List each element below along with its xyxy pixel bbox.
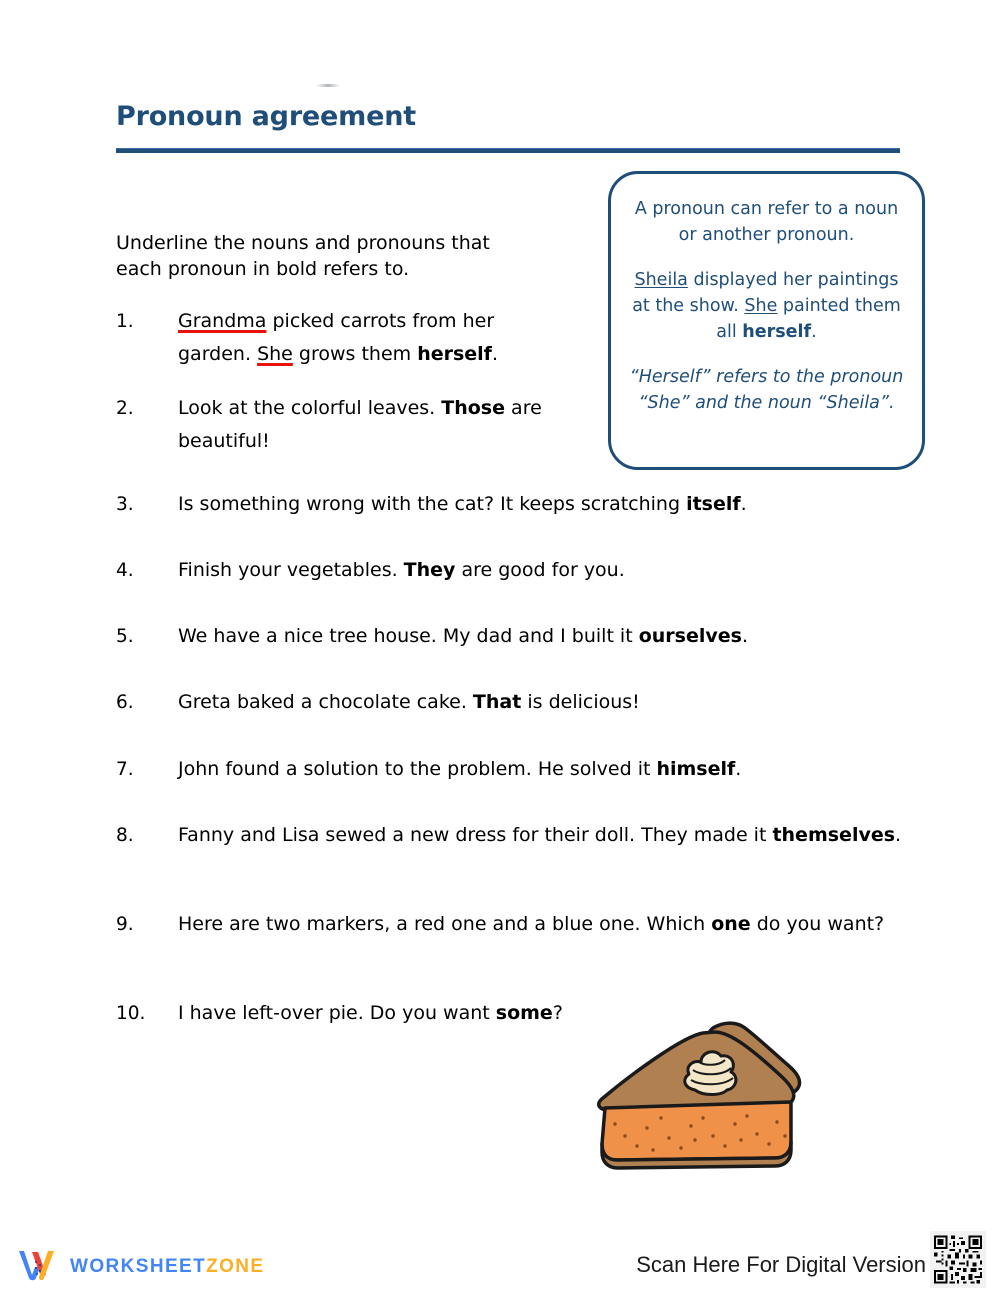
question-text-segment: We have a nice tree house. My dad and I built it xyxy=(178,625,639,647)
bold-pronoun: Those xyxy=(441,397,506,419)
pronoun-tip-callout xyxy=(608,171,925,470)
question-number: 4. xyxy=(116,560,134,581)
question-text-segment: . xyxy=(740,493,747,515)
callout-example xyxy=(627,267,906,345)
question-row xyxy=(116,620,906,653)
callout-example-mid-1: displayed her paintings at the show. xyxy=(632,270,899,316)
callout-explanation: “Herself” refers to the pronoun “She” and the noun “Sheila”. xyxy=(629,367,904,413)
bold-pronoun: They xyxy=(403,559,456,581)
question-text-segment: . xyxy=(741,625,749,647)
bold-pronoun: herself xyxy=(417,343,492,365)
question-text xyxy=(178,392,546,458)
question-text-segment: Here are two markers, a red one and a blue one. Which xyxy=(178,913,712,935)
logo-word-primary xyxy=(70,1256,265,1278)
logo-worksheet-text: WORKSHEET xyxy=(70,1256,207,1277)
question-text-segment: grows them xyxy=(292,343,418,365)
question-text-segment: . xyxy=(895,824,902,846)
question-number: 10. xyxy=(116,1003,146,1024)
callout-spacer-2 xyxy=(627,345,906,364)
callout-example-noun: Sheila xyxy=(634,270,688,290)
worksheet-zone-logo[interactable] xyxy=(16,1248,265,1286)
red-underlined-answer: She xyxy=(257,343,293,365)
question-number: 8. xyxy=(116,825,134,846)
question-row xyxy=(116,819,906,852)
bold-pronoun: some xyxy=(495,1002,553,1024)
bold-pronoun: himself xyxy=(656,758,736,780)
question-text-segment: picked carrots from her garden. xyxy=(178,310,495,365)
question-text-segment: is delicious! xyxy=(521,691,640,713)
red-underlined-answer: Grandma xyxy=(178,310,267,332)
callout-example-bold: herself xyxy=(742,322,812,342)
question-text-segment: Finish your vegetables. xyxy=(178,559,404,581)
question-text-segment: are good for you. xyxy=(455,559,625,581)
question-row xyxy=(116,488,906,521)
callout-example-pronoun: She xyxy=(744,296,778,316)
scan-artifact-mark xyxy=(316,84,340,87)
question-text-segment: Greta baked a chocolate cake. xyxy=(178,691,473,713)
instructions-text: Underline the nouns and pronouns that each pronoun in bold refers to. xyxy=(116,232,490,280)
title-divider xyxy=(116,148,900,153)
question-number: 7. xyxy=(116,759,134,780)
callout-example-mid-2: painted them all xyxy=(716,296,901,342)
question-text xyxy=(178,620,906,653)
pumpkin-pie-illustration xyxy=(585,1018,815,1183)
question-text-segment: Is something wrong with the cat? It keeps scratching xyxy=(178,493,687,515)
question-row xyxy=(116,305,546,371)
pie-filling xyxy=(602,1102,791,1160)
question-text-segment: . xyxy=(491,343,498,365)
callout-spacer-1 xyxy=(627,248,906,267)
logo-zone-text: ZONE xyxy=(206,1256,265,1277)
question-number: 3. xyxy=(116,494,134,515)
question-number: 5. xyxy=(116,626,134,647)
question-row xyxy=(116,554,906,587)
question-text-segment: I have left-over pie. Do you want xyxy=(178,1002,496,1024)
question-text-segment: do you want? xyxy=(750,913,885,935)
qr-code-icon[interactable] xyxy=(930,1231,986,1288)
question-text xyxy=(178,753,906,786)
page-title: Pronoun agreement xyxy=(116,101,416,132)
question-text xyxy=(178,686,906,719)
question-text-segment: are beautiful! xyxy=(178,397,542,452)
question-text xyxy=(178,554,906,587)
question-row xyxy=(116,686,906,719)
question-row xyxy=(116,908,906,941)
question-text-segment: . xyxy=(735,758,742,780)
question-number: 2. xyxy=(116,398,134,419)
question-text xyxy=(178,819,906,852)
bold-pronoun: ourselves xyxy=(638,625,742,647)
question-text-segment: ? xyxy=(552,1002,563,1024)
question-text xyxy=(178,488,906,521)
question-number: 9. xyxy=(116,914,134,935)
scan-prompt-text: Scan Here For Digital Version xyxy=(636,1252,926,1277)
question-text-segment: Look at the colorful leaves. xyxy=(178,397,442,419)
question-number: 6. xyxy=(116,692,134,713)
question-number: 1. xyxy=(116,311,134,332)
question-text xyxy=(178,908,906,941)
worksheet-zone-v-mark-icon xyxy=(16,1248,60,1286)
bold-pronoun: That xyxy=(472,691,522,713)
question-row xyxy=(116,753,906,786)
question-text-segment: Fanny and Lisa sewed a new dress for their doll. They made it xyxy=(178,824,773,846)
question-text-segment: John found a solution to the problem. He solved it xyxy=(178,758,657,780)
bold-pronoun: itself xyxy=(686,493,741,515)
bold-pronoun: one xyxy=(711,913,751,935)
question-text xyxy=(178,305,546,371)
question-row xyxy=(116,392,546,458)
bold-pronoun: themselves xyxy=(772,824,896,846)
callout-example-end: . xyxy=(811,322,817,342)
callout-definition: A pronoun can refer to a noun or another pronoun. xyxy=(634,199,899,245)
